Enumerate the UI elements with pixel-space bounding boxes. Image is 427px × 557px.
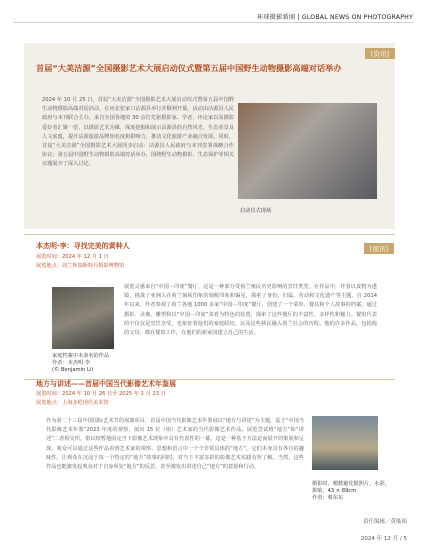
artwork-photo (312, 416, 378, 470)
launch-ceremony-photo (238, 103, 377, 199)
editor-credit: 责任编辑／黄舷裕 (362, 519, 407, 525)
family-archive-photo (52, 287, 114, 349)
article2-title: 本杰明·李：寻找完美的黄种人 (36, 242, 130, 250)
article2-venue: 展览地点：周兰辉瑞斯特丹摄影博物馆 (36, 263, 125, 269)
article1-title: 首届“大美洁源”全国摄影艺术大展启动仪式暨第五届中国野生动物摄影高端对话举办 (36, 63, 342, 73)
article3-venue: 展览地点：上海多伦现代美术馆 (36, 400, 109, 406)
section-divider (24, 234, 395, 235)
magazine-header: 环球摄影新闻 | GLOBAL NEWS ON PHOTOGRAPHY (256, 14, 413, 21)
page-number: 2024 年 12 月 / 5 (360, 536, 407, 542)
article1-body: 2024 年 10 月 25 日，首届“大美洁源”全国摄影艺术大展启动仪式暨第五届中国野生动物摄影高端对话活动，在河北张家口沽源县举行并顺利开幕。活动由沽源县人民政府与本刊联合主办，来自全国各地的 30 余位先驱摄影家、学者、评论家以及摄影爱好者汇聚一堂，以摄影艺术为媒，深度挖掘和展示沽源县的自然风光、生态美景及人文底蕴，提升沽源旅游品牌知名度和影响力，推动文化旅游产业融合发展。同时，首届“大美洁源”全国摄影艺术大展同步启动：沽源县人民政府与本刊签署战略合作协议；第五届中国野生动物摄影高端对话举办，围绕野生动物摄影、生态保护等相关议题展开了深入讨论。 (42, 97, 234, 168)
article3-body: 作为第二十三届中国国际艺术节的展演项目，首届中国当代影像艺术年鉴展以“地方与讲述”为主题，基于“中国当代影像艺术年鉴”2023 年度的观察，展出 15 位（组）艺术家的当代影像艺术作品。展览尝试将“地方”和“讲述”二者相交织，借以短暂地固定当下影像艺术现象中具有代表性的一幕。这是一种基于方法论而展开的策展和呈现。观众可以通过这些作品看到艺术家的观察、思想和语言中一个个非常具体的“地方”，它们本身具有各自的趣味性。让观众在沉浸于每一个特定的“地方”故事的同时，对当下丰富多彩的影像艺术实践有所了解。当然，这些作品也能激发起观众对于自身所处“地方”的反思，甚至激发出讲述自己“地方”的意愿和行动。 (46, 418, 304, 471)
article3-photo-caption: 摄影时、嗯数避化银照片，水彩， 拼贴，43 × 89cm 作者：蔡东东 (312, 481, 390, 501)
article2-date: 展览时间：2024 年 12 月 1 日 (36, 254, 109, 260)
article2-body: 展览灵感来自“中国－印度”餐厅，这是一种部分受荷兰殖民历史影响的烹饪类型。在作品中，作者以食物为透镜，挑战了亚洲人在荷兰刻板印象的刻板印象和偏见，探索了身份、归属、劳动和文化遗产等主题。自 2014 年以来，作者参观了荷兰各地 1000 多家“中国－印度”餐厅，创建了一个菜单、餐具和个人故事的档案。通过摄影、录像、雕塑和以“中国－印度”菜肴为特色的装置，探索了这些餐厅的丰富性、多样性和魅力。餐馆代表的不仅仅是烹饪享受，也象征着他们的家庭联结，以及这些移民融入荷兰社会的历程。他的许多作品，包括他的父母，都在餐馆工作，在他们的新家园建立自己的生活。 (124, 284, 377, 337)
news-tag: [资讯] (365, 48, 395, 59)
article2-photo-caption: 家庭档案中未命名的作品 作者：本杰明·李 (© Benjamin Li) (52, 353, 110, 373)
article1-photo-caption: 启动仪式现场 (240, 208, 272, 214)
exhibition-tag: [展讯] (364, 243, 394, 254)
header-divider (14, 22, 413, 23)
article3-title: 地方与讲述——首届中国当代影像艺术年鉴展 (36, 380, 176, 388)
article3-date: 展览时间：2024 年 10 月 26 日至 2025 年 2 月 23 日 (36, 391, 166, 397)
